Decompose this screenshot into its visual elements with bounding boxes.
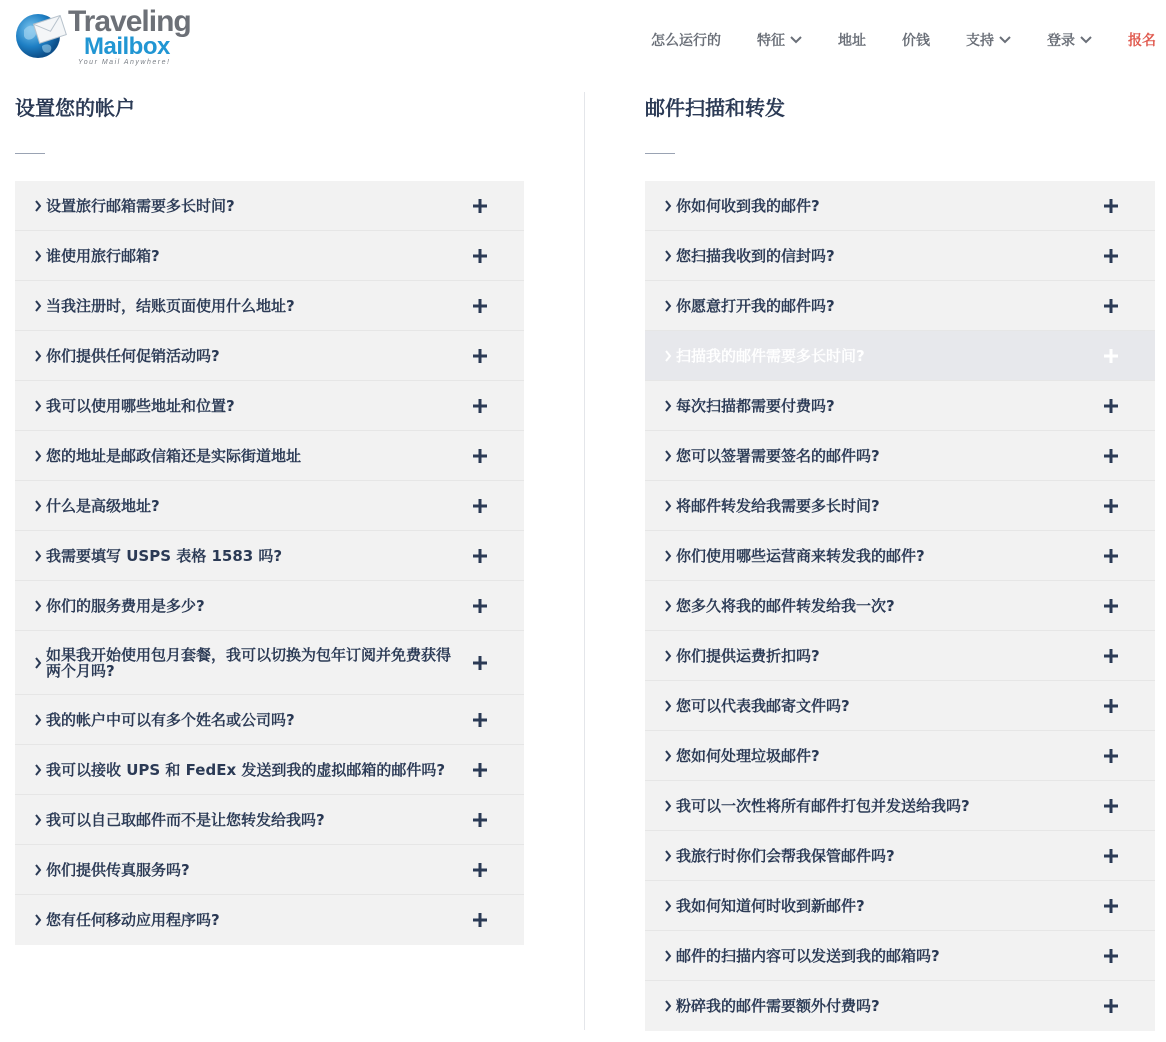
faq-item[interactable] xyxy=(15,281,524,331)
plus-icon[interactable] xyxy=(472,598,488,614)
plus-icon[interactable] xyxy=(1103,898,1119,914)
faq-item[interactable] xyxy=(15,331,524,381)
faq-question: 我可以接收 UPS 和 FedEx 发送到我的虚拟邮箱的邮件吗? xyxy=(46,760,446,779)
faq-item[interactable] xyxy=(15,845,524,895)
plus-icon[interactable] xyxy=(472,348,488,364)
faq-question: 我旅行时你们会帮我保管邮件吗? xyxy=(676,846,895,865)
faq-question: 您可以签署需要签名的邮件吗? xyxy=(676,446,880,465)
faq-item[interactable] xyxy=(645,981,1155,1031)
section-title: 设置您的帐户 xyxy=(15,96,135,120)
chevron-right-icon xyxy=(664,350,672,362)
nav-label: 特征 xyxy=(757,33,785,49)
faq-question: 设置旅行邮箱需要多长时间? xyxy=(46,196,235,215)
nav-features[interactable] xyxy=(757,30,802,50)
chevron-right-icon xyxy=(664,550,672,562)
chevron-right-icon xyxy=(664,950,672,962)
faq-question: 你愿意打开我的邮件吗? xyxy=(676,296,835,315)
nav-label: 怎么运行的 xyxy=(651,33,721,49)
faq-question: 你们提供任何促销活动吗? xyxy=(46,346,220,365)
plus-icon[interactable] xyxy=(1103,398,1119,414)
plus-icon[interactable] xyxy=(472,198,488,214)
faq-list xyxy=(15,181,524,945)
chevron-right-icon xyxy=(664,700,672,712)
faq-list xyxy=(645,181,1155,1031)
faq-item[interactable] xyxy=(645,481,1155,531)
plus-icon[interactable] xyxy=(1103,598,1119,614)
chevron-right-icon xyxy=(34,814,42,826)
chevron-right-icon xyxy=(34,350,42,362)
faq-item[interactable] xyxy=(15,795,524,845)
faq-item[interactable] xyxy=(645,581,1155,631)
plus-icon[interactable] xyxy=(472,762,488,778)
chevron-right-icon xyxy=(664,900,672,912)
chevron-right-icon xyxy=(664,800,672,812)
nav-label: 价钱 xyxy=(902,33,930,49)
faq-item[interactable] xyxy=(645,281,1155,331)
section-title: 邮件扫描和转发 xyxy=(645,96,785,120)
faq-item[interactable] xyxy=(15,531,524,581)
faq-question: 我可以一次性将所有邮件打包并发送给我吗? xyxy=(676,796,970,815)
faq-item[interactable] xyxy=(15,631,524,695)
faq-item[interactable] xyxy=(645,231,1155,281)
nav-pricing[interactable] xyxy=(902,30,930,50)
column-divider xyxy=(584,92,585,1030)
faq-item[interactable] xyxy=(15,581,524,631)
faq-question: 您有任何移动应用程序吗? xyxy=(46,911,220,929)
chevron-down-icon xyxy=(999,36,1011,44)
plus-icon[interactable] xyxy=(1103,698,1119,714)
nav-support[interactable] xyxy=(966,30,1011,50)
plus-icon[interactable] xyxy=(472,498,488,514)
faq-item[interactable] xyxy=(645,531,1155,581)
chevron-right-icon xyxy=(664,750,672,762)
chevron-right-icon xyxy=(34,450,42,462)
faq-question: 您多久将我的邮件转发给我一次? xyxy=(676,596,895,615)
globe-envelope-icon xyxy=(14,8,68,62)
plus-icon[interactable] xyxy=(1103,298,1119,314)
chevron-right-icon xyxy=(664,200,672,212)
chevron-right-icon xyxy=(664,1000,672,1012)
plus-icon[interactable] xyxy=(472,548,488,564)
plus-icon[interactable] xyxy=(1103,198,1119,214)
faq-item[interactable] xyxy=(645,181,1155,231)
title-underline xyxy=(645,153,675,154)
faq-question: 扫描我的邮件需要多长时间? xyxy=(676,346,865,365)
plus-icon[interactable] xyxy=(1103,848,1119,864)
plus-icon[interactable] xyxy=(1103,248,1119,264)
nav-signup[interactable] xyxy=(1128,30,1156,50)
faq-question: 我可以使用哪些地址和位置? xyxy=(46,396,235,415)
nav-label: 支持 xyxy=(966,33,994,49)
plus-icon[interactable] xyxy=(1103,498,1119,514)
faq-item[interactable] xyxy=(15,431,524,481)
plus-icon[interactable] xyxy=(1103,998,1119,1014)
faq-question: 粉碎我的邮件需要额外付费吗? xyxy=(676,997,880,1015)
faq-question: 什么是高级地址? xyxy=(46,496,160,515)
plus-icon[interactable] xyxy=(472,712,488,728)
faq-item[interactable] xyxy=(645,731,1155,781)
faq-item[interactable] xyxy=(645,881,1155,931)
faq-item[interactable] xyxy=(15,181,524,231)
plus-icon[interactable] xyxy=(472,398,488,414)
nav-login[interactable] xyxy=(1047,30,1092,50)
chevron-right-icon xyxy=(34,764,42,776)
faq-item[interactable] xyxy=(645,631,1155,681)
faq-question: 你们使用哪些运营商来转发我的邮件? xyxy=(676,546,925,565)
plus-icon[interactable] xyxy=(1103,948,1119,964)
chevron-right-icon xyxy=(664,450,672,462)
faq-question: 谁使用旅行邮箱? xyxy=(46,246,160,265)
nav-addresses[interactable] xyxy=(838,30,866,50)
brand-tagline: Your Mail Anywhere! xyxy=(78,59,171,66)
faq-question: 当我注册时，结账页面使用什么地址? xyxy=(46,296,295,315)
plus-icon[interactable] xyxy=(472,448,488,464)
faq-question: 每次扫描都需要付费吗? xyxy=(676,396,835,415)
plus-icon[interactable] xyxy=(472,248,488,264)
chevron-right-icon xyxy=(34,864,42,876)
chevron-right-icon xyxy=(664,600,672,612)
chevron-right-icon xyxy=(34,500,42,512)
plus-icon[interactable] xyxy=(472,812,488,828)
chevron-right-icon xyxy=(34,550,42,562)
chevron-right-icon xyxy=(34,300,42,312)
nav-label: 登录 xyxy=(1047,33,1075,49)
site-header xyxy=(0,0,1166,80)
chevron-down-icon xyxy=(790,36,802,44)
plus-icon[interactable] xyxy=(1103,448,1119,464)
faq-item[interactable] xyxy=(15,895,524,945)
chevron-right-icon xyxy=(34,250,42,262)
plus-icon[interactable] xyxy=(472,655,488,671)
faq-item[interactable] xyxy=(15,745,524,795)
faq-question: 邮件的扫描内容可以发送到我的邮箱吗? xyxy=(676,946,940,965)
brand-name-traveling: Traveling xyxy=(68,5,191,38)
plus-icon[interactable] xyxy=(1103,748,1119,764)
plus-icon[interactable] xyxy=(472,862,488,878)
faq-question: 您可以代表我邮寄文件吗? xyxy=(676,696,850,715)
faq-item[interactable] xyxy=(645,431,1155,481)
faq-item[interactable] xyxy=(645,781,1155,831)
faq-question: 将邮件转发给我需要多长时间? xyxy=(676,496,880,515)
faq-item[interactable] xyxy=(645,681,1155,731)
nav-label: 报名 xyxy=(1128,33,1156,49)
chevron-right-icon xyxy=(664,400,672,412)
faq-item[interactable] xyxy=(645,931,1155,981)
faq-item[interactable] xyxy=(645,331,1155,381)
plus-icon[interactable] xyxy=(472,912,488,928)
faq-question: 你们提供传真服务吗? xyxy=(46,860,190,879)
faq-question: 您扫描我收到的信封吗? xyxy=(676,246,835,265)
faq-question: 如果我开始使用包月套餐，我可以切换为包年订阅并免费获得两个月吗? xyxy=(46,645,452,680)
faq-item[interactable] xyxy=(15,695,524,745)
faq-item[interactable] xyxy=(15,231,524,281)
chevron-right-icon xyxy=(34,657,42,669)
faq-question: 我如何知道何时收到新邮件? xyxy=(676,896,865,915)
chevron-right-icon xyxy=(664,850,672,862)
brand-logo[interactable] xyxy=(14,4,204,76)
chevron-right-icon xyxy=(664,650,672,662)
chevron-right-icon xyxy=(34,714,42,726)
plus-icon[interactable] xyxy=(1103,348,1119,364)
plus-icon[interactable] xyxy=(1103,798,1119,814)
chevron-down-icon xyxy=(1080,36,1092,44)
faq-question: 你们提供运费折扣吗? xyxy=(676,646,820,665)
chevron-right-icon xyxy=(34,600,42,612)
main-nav xyxy=(651,30,1156,50)
chevron-right-icon xyxy=(34,400,42,412)
chevron-right-icon xyxy=(664,500,672,512)
faq-question: 我可以自己取邮件而不是让您转发给我吗? xyxy=(46,810,325,829)
plus-icon[interactable] xyxy=(1103,548,1119,564)
chevron-right-icon xyxy=(664,250,672,262)
plus-icon[interactable] xyxy=(1103,648,1119,664)
plus-icon[interactable] xyxy=(472,298,488,314)
faq-question: 你如何收到我的邮件? xyxy=(676,196,820,215)
nav-how-it-works[interactable] xyxy=(651,30,721,50)
chevron-right-icon xyxy=(34,914,42,926)
chevron-right-icon xyxy=(664,300,672,312)
faq-item[interactable] xyxy=(15,481,524,531)
faq-item[interactable] xyxy=(645,381,1155,431)
faq-question: 您如何处理垃圾邮件? xyxy=(676,746,820,765)
faq-question: 你们的服务费用是多少? xyxy=(46,596,205,615)
faq-question: 我的帐户中可以有多个姓名或公司吗? xyxy=(46,710,295,729)
brand-name-mailbox: Mailbox xyxy=(84,33,170,60)
faq-question: 您的地址是邮政信箱还是实际街道地址 xyxy=(46,446,302,465)
nav-label: 地址 xyxy=(838,33,866,49)
title-underline xyxy=(15,153,45,154)
chevron-right-icon xyxy=(34,200,42,212)
faq-item[interactable] xyxy=(15,381,524,431)
faq-question: 我需要填写 USPS 表格 1583 吗? xyxy=(46,546,283,565)
faq-item[interactable] xyxy=(645,831,1155,881)
